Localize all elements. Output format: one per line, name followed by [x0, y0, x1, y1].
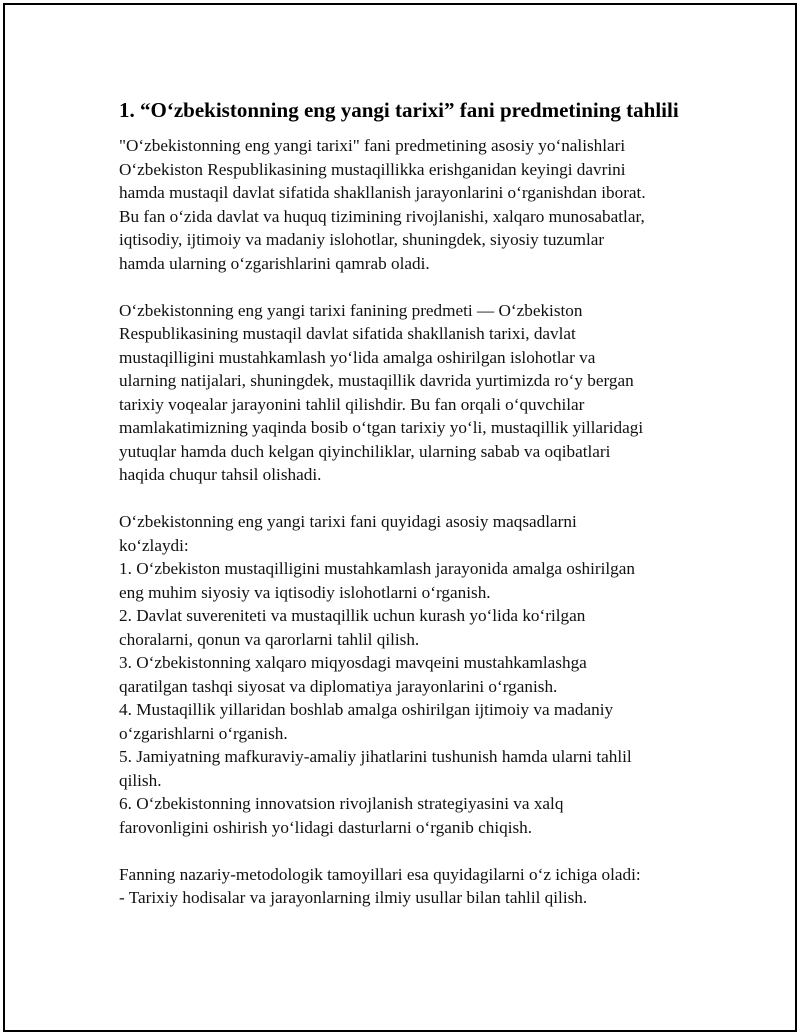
text-line: 4. Mustaqillik yillaridan boshlab amalga oshirilgan ijtimoiy va madaniy	[119, 700, 614, 719]
goal-item-1	[119, 557, 699, 604]
text-line: qaratilgan tashqi siyosat va diplomatiya jarayonlarini o‘rganish.	[119, 676, 558, 696]
text-line: ularning natijalari, shuningdek, mustaqillik davrida yurtimizda ro‘y bergan	[119, 371, 634, 390]
goal-item-2	[119, 604, 699, 651]
text-line: Respublikasining mustaqil davlat sifatida shakllanish tarixi, davlat	[119, 324, 576, 343]
text-line: choralarni, qonun va qarorlarni tahlil qilish.	[119, 629, 420, 649]
goal-item-5	[119, 745, 699, 792]
text-line: qilish.	[119, 770, 162, 790]
paragraph-1	[119, 134, 699, 275]
text-line: ko‘zlaydi:	[119, 535, 189, 555]
goal-item-4	[119, 698, 699, 745]
section-heading: 1. “O‘zbekistonning eng yangi tarixi” fani predmetining tahlili	[119, 98, 679, 122]
paragraph-2	[119, 299, 699, 487]
text-line: mamlakatimizning yaqinda bosib o‘tgan tarixiy yo‘li, mustaqillik yillaridagi	[119, 418, 644, 437]
goal-item-6	[119, 792, 699, 839]
paragraph-4	[119, 863, 699, 910]
text-line: - Tarixiy hodisalar va jarayonlarning ilmiy usullar bilan tahlil qilish.	[119, 888, 588, 907]
text-line: 6. O‘zbekistonning innovatsion rivojlanish strategiyasini va xalq	[119, 794, 564, 813]
text-line: o‘zgarishlarni o‘rganish.	[119, 723, 288, 743]
text-line: Bu fan o‘zida davlat va huquq tizimining rivojlanishi, xalqaro munosabatlar,	[119, 206, 645, 226]
text-line: mustaqilligini mustahkamlash yo‘lida amalga oshirilgan islohotlar va	[119, 347, 596, 367]
paragraph-3-goals	[119, 510, 699, 839]
text-line: iqtisodiy, ijtimoiy va madaniy islohotlar, shuningdek, siyosiy tuzumlar	[119, 230, 605, 249]
text-line: 2. Davlat suvereniteti va mustaqillik uchun kurash yo‘lida ko‘rilgan	[119, 606, 586, 625]
document-content	[119, 96, 699, 933]
document-page	[3, 3, 797, 1032]
text-line: 1. O‘zbekiston mustaqilligini mustahkamlash jarayonida amalga oshirilgan	[119, 559, 635, 578]
goal-item-3	[119, 651, 699, 698]
text-line: yutuqlar hamda duch kelgan qiyinchiliklar, ularning sabab va oqibatlari	[119, 441, 611, 461]
text-line: O‘zbekistonning eng yangi tarixi fani quyidagi asosiy maqsadlarni	[119, 512, 577, 531]
text-line: eng muhim siyosiy va iqtisodiy islohotlarni o‘rganish.	[119, 582, 491, 602]
text-line: haqida chuqur tahsil olishadi.	[119, 465, 322, 484]
text-line: hamda mustaqil davlat sifatida shakllanish jarayonlarini o‘rganishdan iborat.	[119, 183, 646, 202]
text-line: 3. O‘zbekistonning xalqaro miqyosdagi mavqeini mustahkamlashga	[119, 653, 587, 672]
text-line: hamda ularning o‘zgarishlarini qamrab oladi.	[119, 253, 430, 273]
text-line: "O‘zbekistonning eng yangi tarixi" fani predmetining asosiy yo‘nalishlari	[119, 136, 626, 155]
text-line: tarixiy voqealar jarayonini tahlil qilishdir. Bu fan orqali o‘quvchilar	[119, 394, 585, 414]
text-line: farovonligini oshirish yo‘lidagi dasturlarni o‘rganib chiqish.	[119, 817, 533, 837]
text-line: O‘zbekiston Respublikasining mustaqillikka erishganidan keyingi davrini	[119, 159, 626, 179]
text-line: Fanning nazariy-metodologik tamoyillari esa quyidagilarni o‘z ichiga oladi:	[119, 864, 641, 884]
text-line: 5. Jamiyatning mafkuraviy-amaliy jihatlarini tushunish hamda ularni tahlil	[119, 747, 632, 766]
text-line: O‘zbekistonning eng yangi tarixi fanining predmeti — O‘zbekiston	[119, 300, 583, 320]
